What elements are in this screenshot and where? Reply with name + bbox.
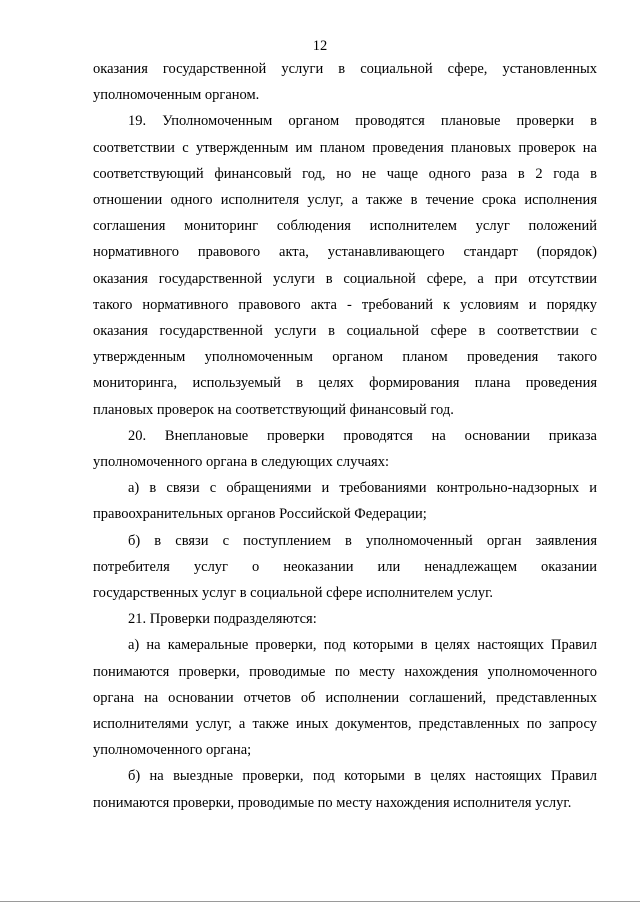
paragraph-line: 19. Уполномоченным органом проводятся плановые проверки в: [128, 113, 597, 130]
paragraph-line: понимаются проверки, проводимые по месту нахождения уполномоченного: [93, 663, 597, 680]
paragraph-line: мониторинга, используемый в целях формирования плана проведения: [93, 375, 597, 392]
paragraph-line: 20. Внеплановые проверки проводятся на основании приказа: [128, 427, 597, 444]
paragraph-line: оказания государственной услуги в социальной сфере в соответствии с: [93, 323, 597, 340]
paragraph-line: уполномоченного органа в следующих случаях:: [93, 454, 389, 471]
paragraph-line: оказания государственной услуги в социальной сфере, установленных: [93, 61, 597, 77]
paragraph-line: понимаются проверки, проводимые по месту нахождения исполнителя услуг.: [93, 794, 572, 811]
paragraph-line: соответствии с утвержденным им планом проведения плановых проверок на: [93, 139, 597, 156]
paragraph-line: соответствующий финансовый год, но не чаще одного раза в 2 года в: [93, 165, 597, 182]
paragraph-line: государственных услуг в социальной сфере исполнителем услуг.: [93, 585, 494, 602]
paragraph-line: утвержденным уполномоченным органом планом проведения такого: [93, 349, 597, 366]
paragraph-line: исполнителями услуг, а также иных документов, представленных по запросу: [93, 716, 597, 733]
paragraph-line: 21. Проверки подразделяются:: [128, 611, 317, 628]
paragraph-line: нормативного правового акта, устанавливающего стандарт (порядок): [93, 244, 597, 261]
document-body: [93, 56, 597, 816]
paragraph-line: плановых проверок на соответствующий финансовый год.: [93, 401, 454, 418]
paragraph-line: уполномоченным органом.: [93, 87, 260, 104]
paragraph-line: б) на выездные проверки, под которыми в целях настоящих Правил: [128, 768, 597, 785]
paragraph-line: отношении одного исполнителя услуг, а также в течение срока исполнения: [93, 192, 597, 209]
paragraph-line: соглашения мониторинг соблюдения исполнителем услуг положений: [93, 218, 597, 235]
page-number: 12: [312, 38, 328, 54]
paragraph-line: а) в связи с обращениями и требованиями контрольно-надзорных и: [128, 480, 597, 497]
footer-rule: [0, 901, 640, 902]
paragraph-line: органа на основании отчетов об исполнении соглашений, представленных: [93, 689, 597, 706]
paragraph-line: оказания государственной услуги в социальной сфере, а при отсутствии: [93, 270, 597, 287]
paragraph-line: уполномоченного органа;: [93, 742, 252, 759]
paragraph-line: потребителя услуг о неоказании или ненадлежащем оказании: [93, 558, 597, 575]
paragraph-line: а) на камеральные проверки, под которыми в целях настоящих Правил: [128, 637, 597, 654]
paragraph-line: б) в связи с поступлением в уполномоченный орган заявления: [128, 532, 597, 549]
paragraph-line: правоохранительных органов Российской Федерации;: [93, 506, 427, 523]
paragraph-line: такого нормативного правового акта - требований к условиям и порядку: [93, 296, 597, 313]
